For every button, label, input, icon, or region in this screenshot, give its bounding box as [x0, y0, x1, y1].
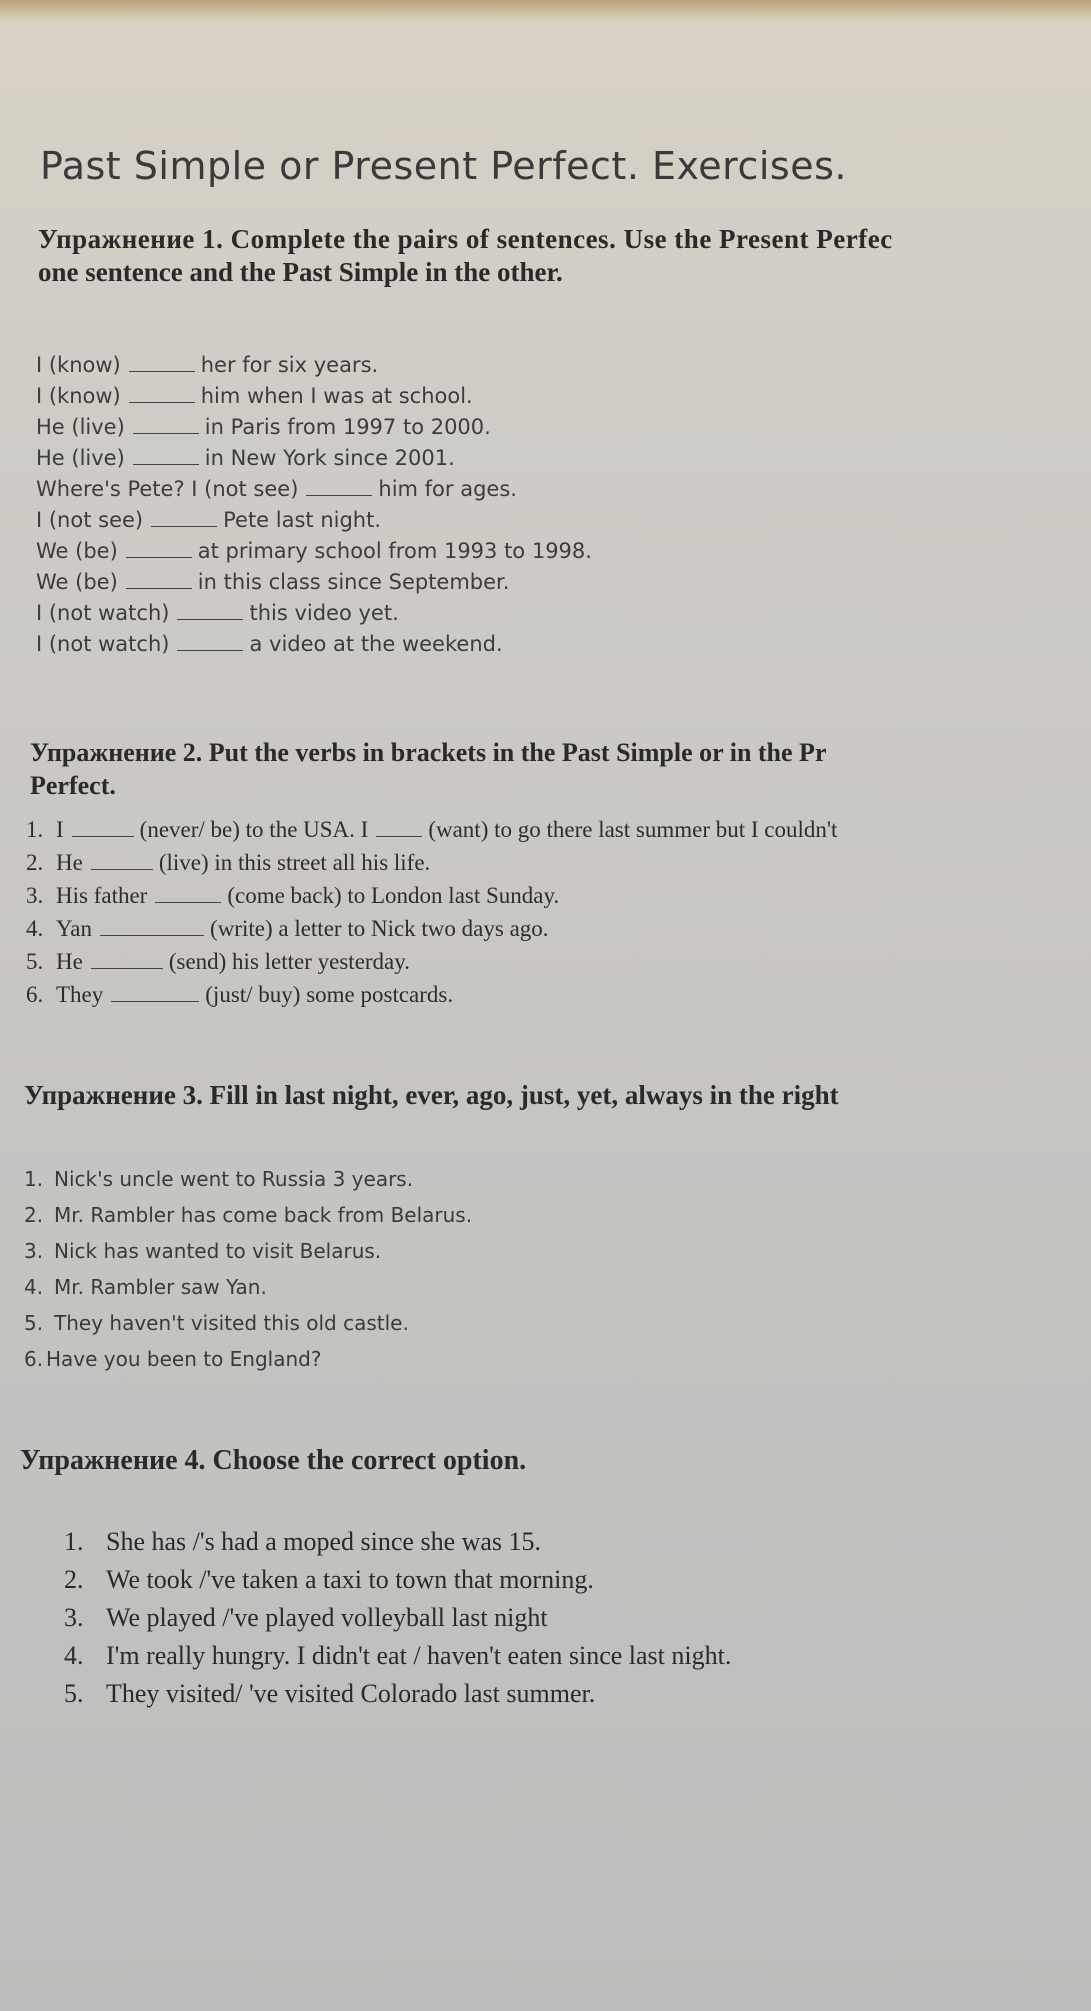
answer-blank [133, 413, 199, 434]
list-item [36, 598, 592, 629]
exercise1-heading-line2: one sentence and the Past Simple in the other. [38, 257, 563, 287]
list-item [24, 1341, 472, 1377]
exercise2-heading-line2: Perfect. [30, 771, 116, 800]
answer-blank [177, 630, 243, 651]
item-text: I'm really hungry. I didn't eat / haven't eaten since last night. [106, 1641, 732, 1670]
list-item [26, 912, 837, 945]
exercise2-heading-line1: Упражнение 2. Put the verbs in brackets in the Past Simple or in the Pr [30, 738, 827, 767]
exercise1-heading-line1: Упражнение 1. Complete the pairs of sentences. Use the Present Perfec [38, 224, 893, 254]
item-text: They visited/ 've visited Colorado last summer. [106, 1679, 596, 1708]
answer-blank [100, 915, 204, 936]
list-item [36, 629, 592, 660]
item-number: 6. [24, 1347, 44, 1371]
item-number: 4. [64, 1641, 84, 1670]
item-number: 3. [64, 1603, 84, 1632]
item-prompt: We (be) [36, 539, 118, 563]
answer-blank [126, 568, 192, 589]
list-item [36, 350, 592, 381]
item-number: 4. [24, 1275, 44, 1299]
answer-blank [91, 849, 153, 870]
item-text: Nick has wanted to visit Belarus. [54, 1239, 382, 1263]
list-item [26, 846, 837, 879]
list-item [24, 1161, 472, 1197]
exercise4-heading: Упражнение 4. Choose the correct option. [20, 1445, 527, 1476]
answer-blank [376, 816, 422, 837]
list-item [36, 412, 592, 443]
item-prompt: I [56, 817, 64, 842]
list-item [36, 567, 592, 598]
answer-blank [111, 981, 199, 1002]
item-prompt: I (not see) [36, 508, 144, 532]
item-prompt: His father [56, 883, 148, 908]
list-item [64, 1599, 731, 1637]
item-prompt: He [56, 949, 83, 974]
item-prompt: I (not watch) [36, 601, 170, 625]
item-text: Nick's uncle went to Russia 3 years. [54, 1167, 414, 1191]
list-item [26, 813, 837, 846]
item-number: 1. [26, 817, 44, 842]
item-prompt: I (know) [36, 384, 121, 408]
item-text: him when I was at school. [200, 384, 473, 408]
item-number: 1. [24, 1167, 44, 1191]
item-text: a video at the weekend. [249, 632, 503, 656]
answer-blank [126, 537, 192, 558]
item-text: We took /'ve taken a taxi to town that morning. [106, 1565, 594, 1594]
list-item [36, 505, 592, 536]
worksheet-page [0, 14, 1091, 2011]
exercise3-list [24, 1161, 472, 1377]
exercise3-heading: Упражнение 3. Fill in last night, ever, ago, just, yet, always in the right [24, 1080, 839, 1110]
item-number: 1. [64, 1527, 84, 1556]
list-item [24, 1233, 472, 1269]
item-number: 6. [26, 982, 44, 1007]
answer-blank [306, 475, 372, 496]
list-item [36, 474, 592, 505]
list-item [24, 1269, 472, 1305]
answer-blank [91, 948, 163, 969]
item-text: Have you been to England? [46, 1347, 322, 1371]
list-item [24, 1305, 472, 1341]
item-number: 3. [24, 1239, 44, 1263]
list-item [26, 945, 837, 978]
list-item [36, 381, 592, 412]
item-text: (write) a letter to Nick two days ago. [210, 916, 549, 941]
item-text: We played /'ve played volleyball last night [106, 1603, 548, 1632]
item-text-2: (want) to go there last summer but I couldn't [428, 817, 838, 842]
item-text: (just/ buy) some postcards. [205, 982, 454, 1007]
item-text: (send) his letter yesterday. [168, 949, 411, 974]
item-number: 3. [26, 883, 44, 908]
item-number: 2. [24, 1203, 44, 1227]
item-text: Mr. Rambler saw Yan. [54, 1275, 267, 1299]
item-text: him for ages. [378, 477, 517, 501]
item-text: in Paris from 1997 to 2000. [204, 415, 491, 439]
item-prompt: He [56, 850, 83, 875]
item-prompt: I (know) [36, 353, 121, 377]
item-text: Pete last night. [223, 508, 382, 532]
item-text: in this class since September. [197, 570, 510, 594]
list-item [64, 1561, 731, 1599]
exercise2-heading [30, 738, 826, 801]
item-prompt: Yan [56, 916, 93, 941]
page-title: Past Simple or Present Perfect. Exercises. [40, 144, 847, 188]
list-item [64, 1675, 731, 1713]
item-number: 2. [64, 1565, 84, 1594]
list-item [26, 978, 837, 1011]
item-text: She has /'s had a moped since she was 15. [106, 1527, 542, 1556]
item-prompt: They [56, 982, 104, 1007]
answer-blank [133, 444, 199, 465]
item-prompt: He (live) [36, 415, 125, 439]
list-item [64, 1523, 731, 1561]
list-item [36, 536, 592, 567]
item-prompt: He (live) [36, 446, 125, 470]
answer-blank [129, 382, 195, 403]
item-prompt: Where's Pete? I (not see) [36, 477, 299, 501]
exercise1-list [36, 350, 592, 660]
list-item [24, 1197, 472, 1233]
item-text: They haven't visited this old castle. [54, 1311, 409, 1335]
item-text: (live) in this street all his life. [158, 850, 431, 875]
item-text: her for six years. [200, 353, 379, 377]
item-number: 4. [26, 916, 44, 941]
list-item [36, 443, 592, 474]
item-number: 5. [64, 1679, 84, 1708]
item-text: in New York since 2001. [204, 446, 455, 470]
list-item [26, 879, 837, 912]
answer-blank [151, 506, 217, 527]
item-number: 5. [26, 949, 44, 974]
item-text: (come back) to London last Sunday. [227, 883, 560, 908]
answer-blank [155, 882, 221, 903]
item-text: this video yet. [249, 601, 399, 625]
exercise4-list [64, 1523, 731, 1713]
answer-blank [72, 816, 134, 837]
exercise1-heading [38, 224, 893, 288]
item-text: Mr. Rambler has come back from Belarus. [54, 1203, 473, 1227]
item-prompt: I (not watch) [36, 632, 170, 656]
answer-blank [129, 351, 195, 372]
item-text: (never/ be) to the USA. I [139, 817, 369, 842]
item-number: 5. [24, 1311, 44, 1335]
answer-blank [177, 599, 243, 620]
item-prompt: We (be) [36, 570, 118, 594]
item-text: at primary school from 1993 to 1998. [197, 539, 592, 563]
item-number: 2. [26, 850, 44, 875]
exercise2-list [26, 813, 837, 1011]
list-item [64, 1637, 731, 1675]
